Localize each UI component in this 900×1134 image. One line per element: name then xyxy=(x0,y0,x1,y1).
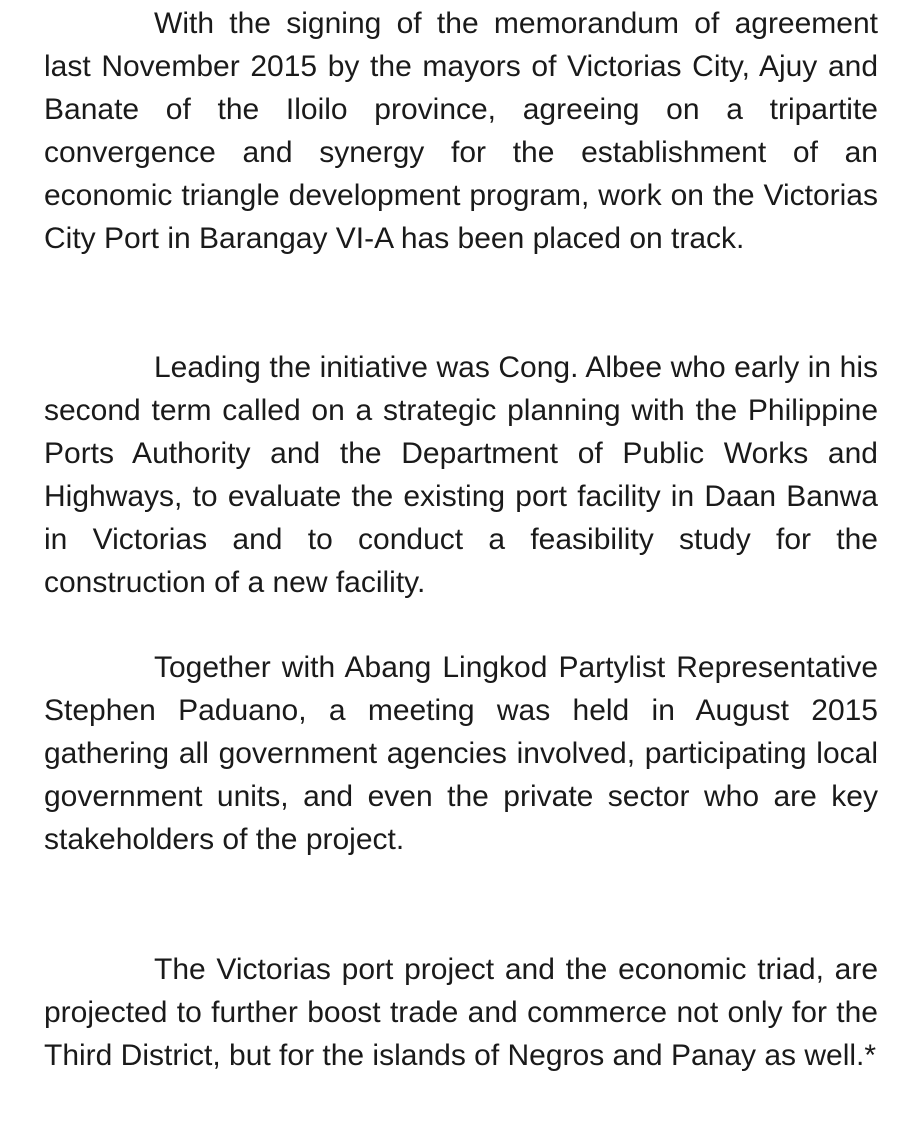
paragraph-meeting: Together with Abang Lingkod Partylist Representative Stephen Paduano, a meeting was held in August 2015 gathering all government agencies involved, participating local government units, and even the private sector who are key stakeholders of the project. xyxy=(44,651,878,856)
paragraph-initiative: Leading the initiative was Cong. Albee who early in his second term called on a strategic planning with the Philippine Ports Authority and the Department of Public Works and Highways, to evaluate the existing port facility in Daan Banwa in Victorias and to conduct a feasibility study for the construction of a new facility. xyxy=(44,351,878,599)
paragraph-outlook: The Victorias port project and the economic triad, are projected to further boost trade and commerce not only for the Third District, but for the islands of Negros and Panay as well.* xyxy=(44,953,878,1072)
paragraph-memorandum: With the signing of the memorandum of agreement last November 2015 by the mayors of Victorias City, Ajuy and Banate of the Iloilo province, agreeing on a tripartite convergence and synergy for the establishment of an economic triangle development program, work on the Victorias City Port in Barangay VI-A has been placed on track. xyxy=(44,7,878,255)
